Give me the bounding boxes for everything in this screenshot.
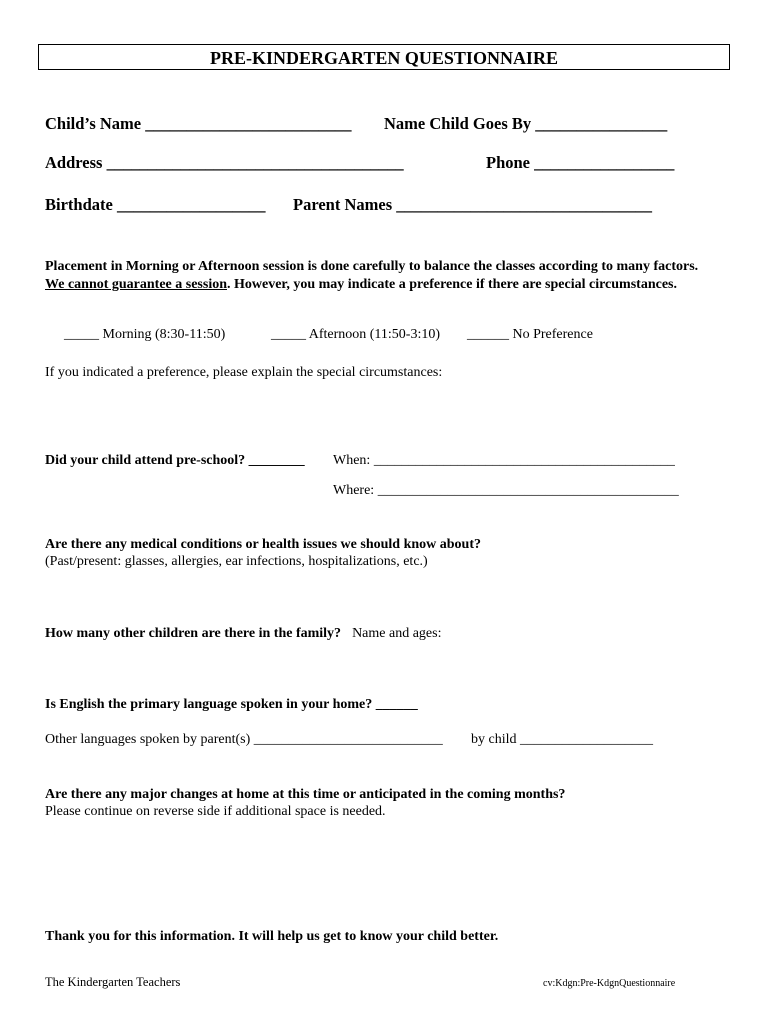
name-goes-by-field[interactable]: Name Child Goes By ________________: [384, 114, 668, 133]
changes-hint: Please continue on reverse side if additional space is needed.: [45, 804, 386, 819]
placement-text-a: Placement in Morning or Afternoon session is done carefully to balance the classes according to many factors.: [45, 259, 699, 274]
medical-hint: (Past/present: glasses, allergies, ear infections, hospitalizations, etc.): [45, 554, 428, 569]
children-hint: Name and ages:: [352, 626, 442, 641]
english-question[interactable]: Is English the primary language spoken in your home? ______: [45, 697, 418, 712]
morning-option[interactable]: _____ Morning (8:30-11:50): [64, 327, 226, 342]
placement-text-underlined: We cannot guarantee a session: [45, 276, 227, 292]
explain-prompt: If you indicated a preference, please explain the special circumstances:: [45, 365, 443, 380]
no-preference-option[interactable]: ______ No Preference: [467, 327, 593, 342]
preschool-where-field[interactable]: Where: ___________________________________________: [333, 483, 679, 498]
phone-field[interactable]: Phone _________________: [486, 153, 675, 172]
changes-question: Are there any major changes at home at this time or anticipated in the coming months?: [45, 787, 566, 802]
birthdate-field[interactable]: Birthdate __________________: [45, 195, 266, 214]
children-row: [45, 626, 441, 642]
parent-names-field[interactable]: Parent Names _______________________________: [293, 195, 653, 214]
placement-text-b: . However, you may indicate a preference if there are special circumstances.: [227, 276, 677, 292]
preschool-when-field[interactable]: When: ___________________________________________: [333, 453, 675, 468]
footer-doc-id: cv:Kdgn:Pre-KdgnQuestionnaire: [543, 978, 676, 989]
parent-languages-field[interactable]: Other languages spoken by parent(s) ___________________________: [45, 732, 443, 747]
page-title: PRE-KINDERGARTEN QUESTIONNAIRE: [38, 44, 730, 70]
thank-you-note: Thank you for this information. It will help us get to know your child better.: [45, 929, 499, 944]
children-question: How many other children are there in the family?: [45, 626, 342, 641]
address-field[interactable]: Address ____________________________________: [45, 153, 404, 172]
placement-paragraph: [45, 258, 715, 293]
child-languages-field[interactable]: by child ___________________: [471, 732, 653, 747]
afternoon-option[interactable]: _____ Afternoon (11:50-3:10): [271, 327, 441, 342]
medical-question: Are there any medical conditions or health issues we should know about?: [45, 537, 481, 552]
footer-teachers: The Kindergarten Teachers: [45, 975, 181, 989]
preschool-question[interactable]: Did your child attend pre-school? ________: [45, 453, 305, 468]
childs-name-field[interactable]: Child’s Name _________________________: [45, 114, 352, 133]
